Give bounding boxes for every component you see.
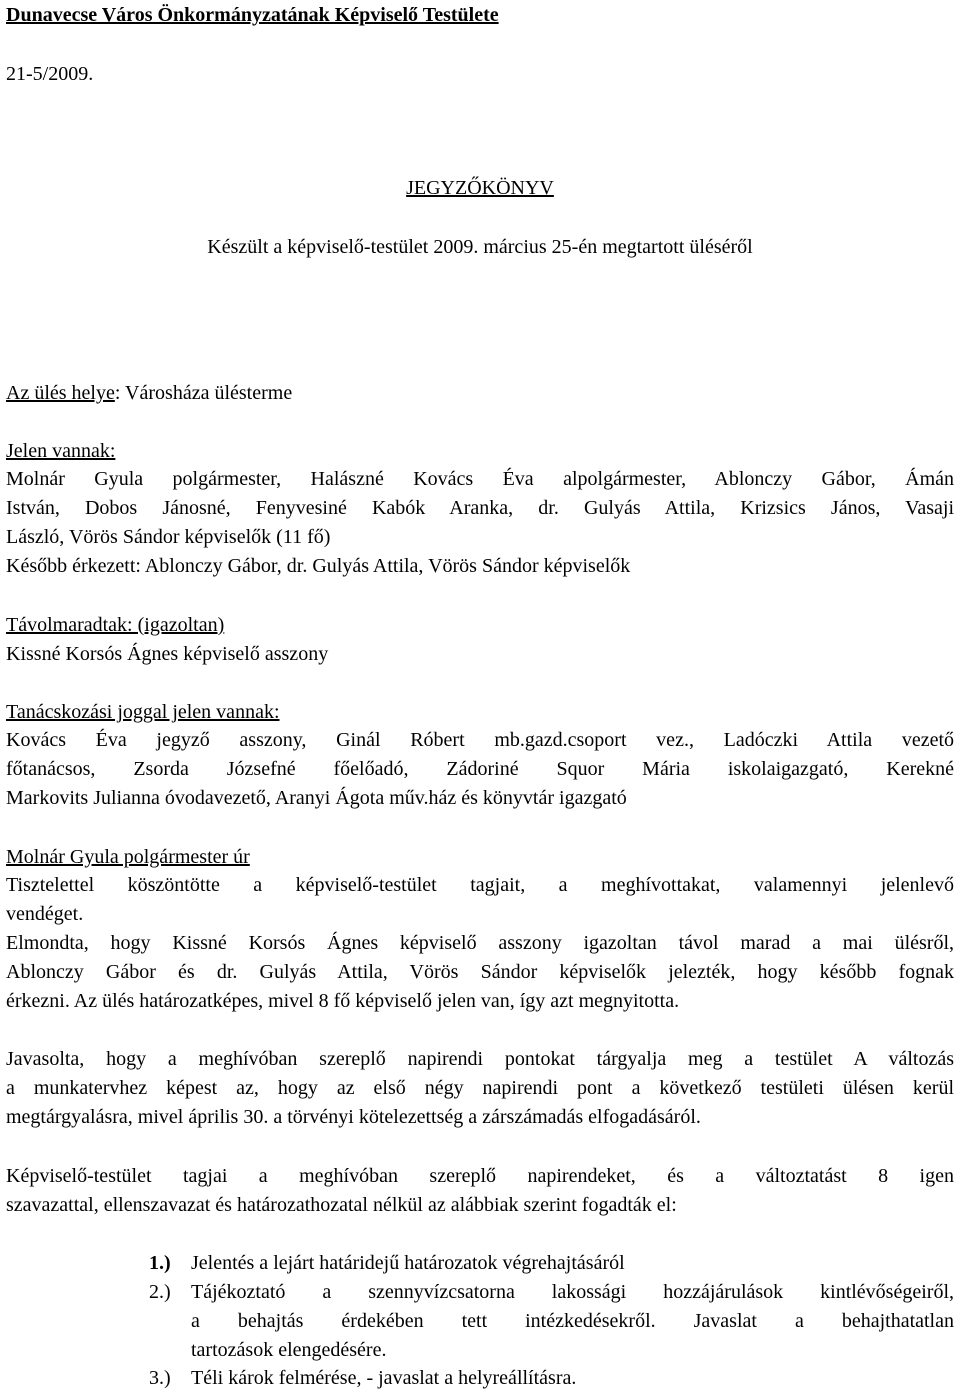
- agenda-item-2-line-1: Tájékoztató a szennyvízcsatorna lakossági hozzájárulások kintlévőségeiről,: [191, 1281, 954, 1303]
- absent-value: Kissné Korsós Ágnes képviselő asszony: [6, 643, 329, 665]
- agenda-item-2-line-2: a behajtás érdekében tett intézkedésekről. Javaslat a behajthatatlan: [191, 1310, 954, 1332]
- mayor-p2-line-1: Elmondta, hogy Kissné Korsós Ágnes képviselő asszony igazoltan távol marad a mai ülésről,: [6, 932, 954, 954]
- mayor-p4-line-1: Képviselő-testület tagjai a meghívóban szereplő napirendeket, és a változtatást 8 igen: [6, 1165, 954, 1187]
- mayor-p1-line-2: vendéget.: [6, 903, 84, 925]
- agenda-item-2-number: 2.): [149, 1281, 171, 1303]
- document-subtitle: Készült a képviselő-testület 2009. március 25-én megtartott üléséről: [207, 236, 753, 258]
- document-title: JEGYZŐKÖNYV: [406, 177, 554, 199]
- venue-line: [6, 381, 292, 405]
- absent-label: Távolmaradtak: (igazoltan): [6, 614, 225, 636]
- venue-label: Az ülés helye: [6, 382, 115, 404]
- mayor-heading: Molnár Gyula polgármester úr: [6, 846, 250, 868]
- agenda-item-3-number: 3.): [149, 1367, 171, 1389]
- present-line-3: László, Vörös Sándor képviselők (11 fő): [6, 526, 331, 548]
- advisory-line-3: Markovits Julianna óvodavezető, Aranyi Ágota műv.ház és könyvtár igazgató: [6, 787, 627, 809]
- advisory-line-2: főtanácsos, Zsorda Józsefné főelőadó, Zádoriné Squor Mária iskolaigazgató, Kerekné: [6, 758, 954, 780]
- agenda-item-1-number: 1.): [149, 1252, 171, 1274]
- institution-header: Dunavecse Város Önkormányzatának Képviselő Testülete: [6, 4, 499, 26]
- mayor-p3-line-2: a munkatervhez képest az, hogy az első négy napirendi pont a következő testületi ülésen kerül: [6, 1077, 954, 1099]
- present-line-2: István, Dobos Jánosné, Fenyvesiné Kabók Aranka, dr. Gulyás Attila, Krizsics János, Vasaji: [6, 497, 954, 519]
- mayor-p4-line-2: szavazattal, ellenszavazat és határozathozatal nélkül az alábbiak szerint fogadták el:: [6, 1194, 677, 1216]
- mayor-p3-line-1: Javasolta, hogy a meghívóban szereplő napirendi pontokat tárgyalja meg a testület A változás: [6, 1048, 954, 1070]
- mayor-p3-line-3: megtárgyalásra, mivel április 30. a törvényi kötelezettség a zárszámadás elfogadásáról.: [6, 1106, 701, 1128]
- mayor-p2-line-2: Ablonczy Gábor és dr. Gulyás Attila, Vörös Sándor képviselők jelezték, hogy később fognak: [6, 961, 954, 983]
- present-line-1: Molnár Gyula polgármester, Halászné Kovács Éva alpolgármester, Ablonczy Gábor, Ámán: [6, 468, 954, 490]
- advisory-label: Tanácskozási joggal jelen vannak:: [6, 701, 280, 723]
- late-arrivals: Később érkezett: Ablonczy Gábor, dr. Gulyás Attila, Vörös Sándor képviselők: [6, 555, 631, 577]
- present-label: Jelen vannak:: [6, 440, 116, 462]
- venue-value: : Városháza ülésterme: [114, 382, 293, 404]
- agenda-item-2-line-3: tartozások elengedésére.: [191, 1339, 387, 1361]
- mayor-p1-line-1: Tisztelettel köszöntötte a képviselő-testület tagjait, a meghívottakat, valamennyi jelenlevő: [6, 874, 954, 896]
- agenda-item-1-text: Jelentés a lejárt határidejű határozatok végrehajtásáról: [191, 1252, 625, 1274]
- document-number: 21-5/2009.: [6, 63, 94, 85]
- agenda-item-3-text: Téli károk felmérése, - javaslat a helyreállításra.: [191, 1367, 577, 1389]
- advisory-line-1: Kovács Éva jegyző asszony, Ginál Róbert mb.gazd.csoport vez., Ladóczki Attila vezető: [6, 729, 954, 751]
- mayor-p2-line-3: érkezni. Az ülés határozatképes, mivel 8 fő képviselő jelen van, így azt megnyitotta.: [6, 990, 680, 1012]
